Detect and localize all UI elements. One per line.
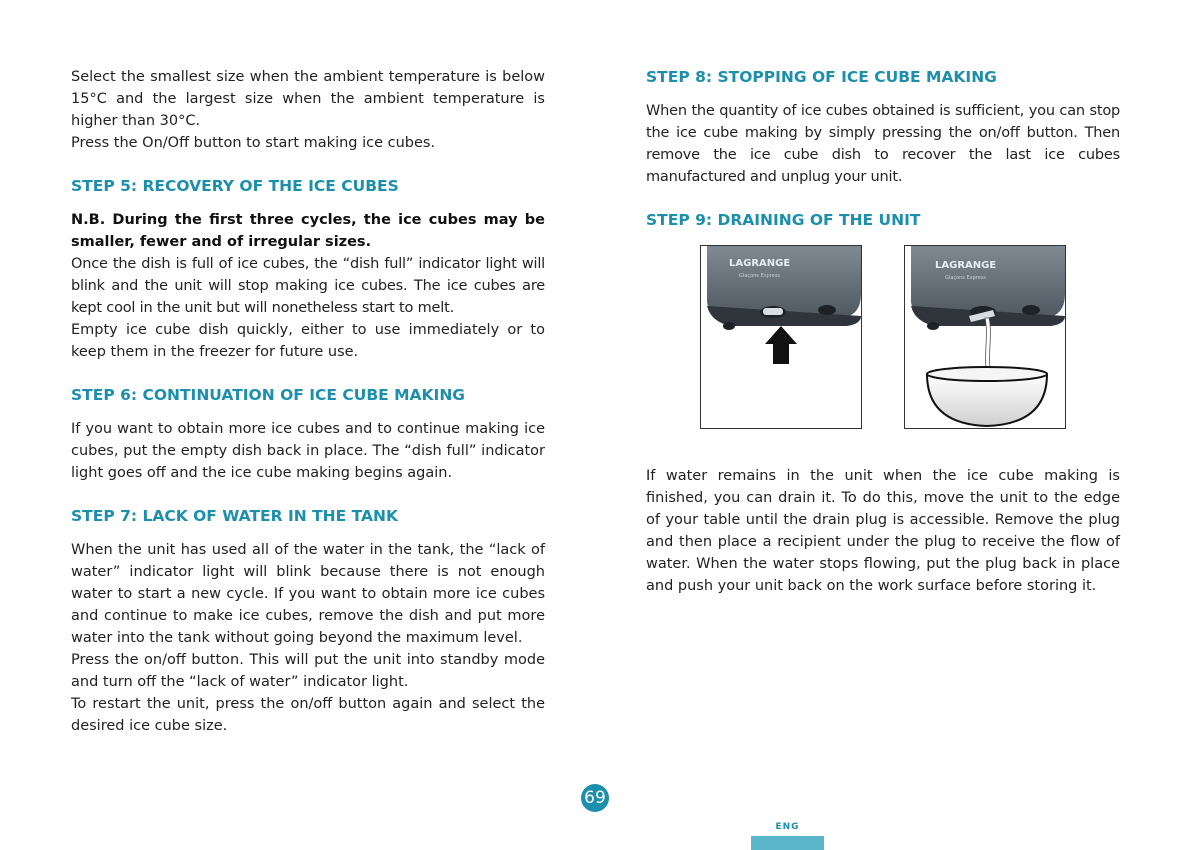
bowl-rim <box>927 367 1047 381</box>
model-label: Glaçons Express <box>739 273 781 279</box>
figure-drain-water-drawing <box>905 246 1065 428</box>
step9-paragraph-1: If water remains in the unit when the ice cube making is finished, you can drain it. To do this, move the unit to the edge of your table until the drain plug is accessible. Remove the plug and then place a recipient under the plug to receive the flow of water. When the water stops flowing, put the plug back in place and push your unit back on the work surface before storing it. <box>646 468 1120 594</box>
brand-logo: LAGRANGE <box>935 260 997 271</box>
step7-paragraph-1: When the unit has used all of the water in the tank, the “lack of water” indicator light will blink because there is not enough water to start a new cycle. If you want to obtain more ice cubes and continue to make ice cubes, remove the dish and put more water into the tank without going beyond the maximum level. <box>71 542 545 646</box>
step8-paragraph-1: When the quantity of ice cubes obtained is sufficient, you can stop the ice cube making by simply pressing the on/off button. Then remove the ice cube dish to recover the last ice cubes manufactured and unplug your unit. <box>646 103 1120 185</box>
step5-heading: STEP 5: RECOVERY OF THE ICE CUBES <box>71 177 399 195</box>
language-label: ENG <box>775 822 800 832</box>
unit-foot-right <box>1022 305 1040 315</box>
unit-body <box>707 246 861 318</box>
figure-remove-plug <box>700 245 862 429</box>
page-number: 69 <box>581 784 609 812</box>
intro-paragraph-2: Press the On/Off button to start making ice cubes. <box>71 135 436 151</box>
step7-heading: STEP 7: LACK OF WATER IN THE TANK <box>71 507 398 525</box>
step7-paragraph-2: Press the on/off button. This will put the unit into standby mode and turn off the “lack of water” indicator light. <box>71 652 545 690</box>
arrow-up-icon <box>765 326 797 364</box>
unit-foot-left <box>723 322 735 330</box>
brand-logo: LAGRANGE <box>729 258 791 269</box>
unit-foot-right <box>818 305 836 315</box>
draining-figures <box>646 245 1120 465</box>
figure-remove-plug-drawing <box>701 246 861 428</box>
left-column <box>71 66 545 737</box>
model-label: Glaçons Express <box>945 275 987 281</box>
step6-heading: STEP 6: CONTINUATION OF ICE CUBE MAKING <box>71 386 466 404</box>
step5-paragraph-1: Once the dish is full of ice cubes, the “dish full” indicator light will blink and the unit will stop making ice cubes. The ice cubes are kept cool in the unit but will nonetheless start to melt. <box>71 256 545 316</box>
step9-heading: STEP 9: DRAINING OF THE UNIT <box>646 211 921 229</box>
step5-note: N.B. During the first three cycles, the ice cubes may be smaller, fewer and of irregular sizes. <box>71 212 545 250</box>
figure-drain-water <box>904 245 1066 429</box>
unit-foot-left <box>927 322 939 330</box>
intro-paragraph: Select the smallest size when the ambient temperature is below 15°C and the largest size when the ambient temperature is higher than 30°C. <box>71 69 545 129</box>
right-column <box>646 66 1120 597</box>
drain-plug <box>763 308 783 315</box>
language-bar <box>751 836 824 850</box>
step8-heading: STEP 8: STOPPING OF ICE CUBE MAKING <box>646 68 997 86</box>
step5-paragraph-2: Empty ice cube dish quickly, either to use immediately or to keep them in the freezer for future use. <box>71 322 545 360</box>
step7-paragraph-3: To restart the unit, press the on/off button again and select the desired ice cube size. <box>71 696 545 734</box>
step6-paragraph-1: If you want to obtain more ice cubes and to continue making ice cubes, put the empty dish back in place. The “dish full” indicator light goes off and the ice cube making begins again. <box>71 421 545 481</box>
